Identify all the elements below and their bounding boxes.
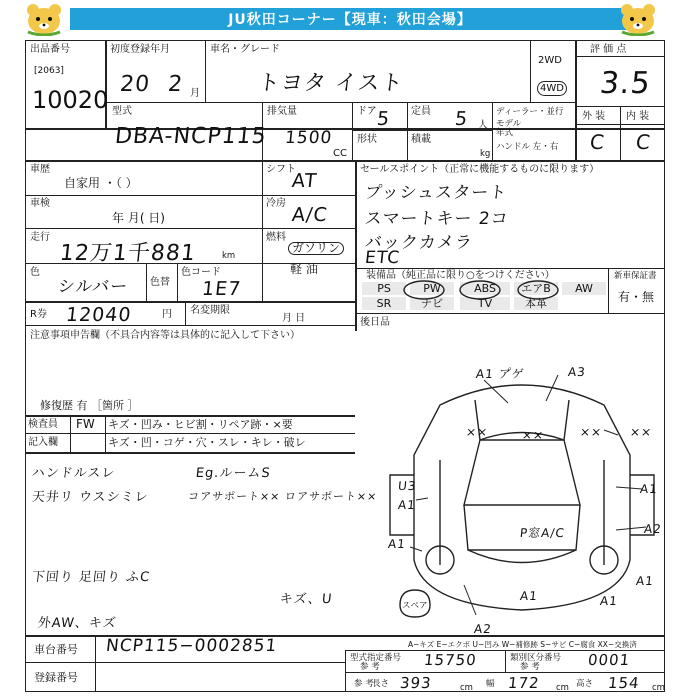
divider bbox=[25, 433, 355, 434]
doors-label: ドア bbox=[357, 106, 377, 117]
model-value: DBA-NCP115 bbox=[113, 124, 268, 149]
model-label: 型式 bbox=[112, 106, 132, 117]
divider bbox=[355, 268, 665, 269]
damage-mark: ×× bbox=[465, 425, 489, 439]
remark-left: 下回り 足回り ふC bbox=[31, 570, 151, 585]
divider bbox=[352, 102, 353, 160]
divider bbox=[25, 195, 262, 196]
reg-year: 20 bbox=[118, 72, 152, 97]
divider bbox=[25, 415, 355, 417]
divider bbox=[575, 40, 577, 160]
divider bbox=[345, 672, 665, 673]
bear-mascot-icon bbox=[618, 2, 658, 36]
height-label: 高さ bbox=[576, 679, 594, 689]
shift-value: AT bbox=[290, 170, 319, 192]
tone-label: 色替 bbox=[150, 277, 170, 288]
dealer-label: ディーラー・並行 bbox=[496, 107, 564, 117]
equip-leather: 本革 bbox=[514, 297, 558, 310]
color-value: シルバー bbox=[56, 277, 130, 297]
remark-left: ハンドルスレ bbox=[31, 466, 117, 481]
divider bbox=[105, 102, 575, 103]
width-label: 幅 bbox=[486, 679, 495, 689]
cm-unit: cm bbox=[556, 683, 569, 693]
recycle-label: R券 bbox=[30, 309, 47, 320]
car-name: トヨタ イスト bbox=[256, 71, 405, 96]
disp-unit: CC bbox=[333, 148, 347, 159]
equip-pw: PW bbox=[410, 282, 454, 295]
damage-mark: A1 bbox=[397, 498, 417, 512]
divider bbox=[262, 161, 263, 301]
int-grade: C bbox=[634, 130, 653, 154]
disp-label: 排気量 bbox=[267, 106, 297, 117]
divider bbox=[25, 301, 355, 303]
divider bbox=[262, 195, 355, 196]
regnum-label: 登録番号 bbox=[34, 671, 78, 684]
divider bbox=[105, 415, 106, 452]
fuel-diesel: 軽 油 bbox=[290, 262, 318, 276]
ref-label: 参 考 bbox=[360, 662, 380, 672]
mileage-label: 走行 bbox=[30, 232, 50, 243]
remark-left: 外AW、キズ bbox=[37, 616, 118, 631]
entry-label: 記入欄 bbox=[28, 437, 58, 448]
year-label: 年式 bbox=[496, 128, 514, 138]
divider bbox=[146, 263, 147, 301]
divider bbox=[185, 301, 186, 325]
doors-value: 5 bbox=[375, 108, 392, 130]
ext-label: 外 装 bbox=[582, 111, 606, 122]
divider bbox=[70, 415, 71, 452]
divider bbox=[355, 161, 357, 331]
fuel-label: 燃料 bbox=[266, 232, 286, 243]
fw-label: FW bbox=[76, 417, 95, 431]
damage-mark: ×× bbox=[629, 425, 653, 439]
width-value: 172 bbox=[507, 674, 541, 692]
divider bbox=[575, 56, 665, 57]
damage-mark: ×× bbox=[579, 425, 603, 439]
equip-tv: TV bbox=[460, 297, 510, 310]
sales-item: ETC bbox=[363, 248, 402, 268]
code-label: 色コード bbox=[181, 267, 221, 278]
transfer-label: 名変期限 bbox=[190, 305, 230, 316]
transfer-value: 月 日 bbox=[282, 313, 306, 324]
damage-mark: ×× bbox=[521, 428, 545, 442]
damage-mark: A2 bbox=[643, 522, 663, 536]
capacity-value: 5 bbox=[453, 108, 470, 130]
reg-month-unit: 月 bbox=[190, 88, 200, 99]
divider bbox=[177, 263, 178, 301]
divider bbox=[345, 650, 346, 692]
damage-mark: P窓A/C bbox=[519, 526, 566, 540]
divider bbox=[95, 635, 96, 692]
model-year-label: モデル bbox=[496, 119, 522, 129]
damage-mark: A1 bbox=[639, 482, 659, 496]
disp-value: 1500 bbox=[283, 128, 334, 148]
mileage-value: 12万1千881 bbox=[58, 241, 198, 266]
int-label: 内 装 bbox=[626, 111, 650, 122]
sales-title: セールスポイント（正常に機能するものに限ります） bbox=[360, 164, 600, 175]
equip-ps: PS bbox=[362, 282, 406, 295]
divider bbox=[620, 106, 621, 160]
capacity-label: 定員 bbox=[411, 106, 431, 117]
equip-abs: ABS bbox=[460, 282, 510, 295]
height-value: 154 bbox=[607, 674, 641, 692]
repair-history: 修復歴 有 ［箇所 ］ bbox=[40, 399, 139, 412]
ref-label: 参 考 bbox=[354, 679, 374, 689]
recycle-unit: 円 bbox=[162, 309, 172, 320]
ac-value: A/C bbox=[290, 204, 329, 226]
damage-mark: A1 ア゚ゲ bbox=[475, 367, 526, 381]
mileage-unit: km bbox=[222, 251, 236, 261]
newcar-label: 新車保証書 bbox=[614, 271, 657, 281]
diagram-legend: A−キズ E−エクボ U−凹み W−補修跡 S−サビ C−腐食 XX−交換済 bbox=[408, 640, 637, 649]
divider bbox=[492, 102, 493, 160]
damage-mark: U3 bbox=[397, 479, 418, 493]
bear-mascot-icon bbox=[24, 2, 64, 36]
remark-right: コアサポート×× ロアサポート×× bbox=[187, 490, 379, 503]
name-label: 車名・グレード bbox=[210, 44, 280, 55]
equip-circle-marks bbox=[388, 279, 588, 301]
load-label: 積載 bbox=[411, 134, 431, 145]
sales-item: プッシュスタート bbox=[363, 183, 509, 203]
divider bbox=[407, 102, 408, 160]
cm-unit: cm bbox=[460, 683, 473, 693]
remark-left: 天井リ ウスシミレ bbox=[31, 490, 150, 505]
drive-4wd: 4WD bbox=[537, 81, 567, 96]
afterday-label: 後日品 bbox=[360, 317, 390, 328]
length-value: 393 bbox=[399, 674, 433, 692]
inspector-label: 検査員 bbox=[28, 419, 58, 430]
shift-label: シフト bbox=[266, 164, 296, 175]
length-label: 長さ bbox=[372, 679, 390, 689]
reg-month: 2 bbox=[166, 72, 185, 97]
divider bbox=[352, 130, 492, 131]
chassis-label: 車台番号 bbox=[34, 643, 78, 656]
divider bbox=[25, 662, 345, 663]
divider bbox=[355, 313, 665, 314]
lot-label: 出品番号 bbox=[30, 44, 70, 55]
damage-mark: A1 bbox=[519, 589, 539, 603]
sales-item: バックカメラ bbox=[363, 233, 474, 253]
recycle-value: 12040 bbox=[64, 304, 133, 326]
type-label: 型式指定番号 bbox=[350, 653, 402, 663]
capacity-unit: 人 bbox=[478, 120, 488, 131]
grade-value: 3.5 bbox=[598, 66, 653, 101]
divider bbox=[25, 160, 665, 162]
shape-label: 形状 bbox=[357, 134, 377, 145]
ext-grade: C bbox=[588, 130, 607, 154]
reg-label: 初度登録年月 bbox=[110, 44, 170, 55]
type-value: 15750 bbox=[423, 651, 478, 669]
class-label: 類別区分番号 bbox=[510, 653, 562, 663]
color-code: 1E7 bbox=[200, 278, 243, 300]
cm-unit: cm bbox=[652, 683, 665, 693]
drive-2wd: 2WD bbox=[538, 55, 562, 66]
divider bbox=[505, 650, 506, 672]
grade-label: 評 価 点 bbox=[590, 44, 627, 55]
history-value: 自家用 ・（ ） bbox=[64, 176, 138, 190]
equip-navi: ナビ bbox=[410, 297, 454, 310]
damage-mark: A3 bbox=[567, 365, 587, 379]
equip-sr: SR bbox=[362, 297, 406, 310]
color-label: 色 bbox=[30, 267, 40, 278]
spare-label: スペア bbox=[402, 601, 428, 611]
newcar-value: 有・無 bbox=[618, 290, 655, 304]
divider bbox=[205, 40, 206, 102]
damage-mark: A1 bbox=[387, 537, 407, 551]
lot-number: 10020 bbox=[32, 86, 109, 114]
divider bbox=[25, 452, 355, 454]
ac-label: 冷房 bbox=[266, 198, 286, 209]
damage-mark: A2 bbox=[473, 622, 493, 636]
divider bbox=[530, 40, 531, 102]
damage-mark: A1 bbox=[635, 574, 655, 588]
divider bbox=[25, 228, 355, 229]
remark-right: Eg.ルームS bbox=[195, 466, 272, 481]
equip-title: 装備品（純正品に限り○をつけください） bbox=[366, 270, 555, 281]
inspection-label: 車検 bbox=[30, 198, 50, 209]
class-value: 0001 bbox=[587, 651, 632, 669]
check-row2: キズ・凹・コゲ・穴・スレ・キレ・破レ bbox=[108, 436, 306, 449]
header-title: JU秋田コーナー【現車：秋田会場】 bbox=[70, 8, 630, 30]
chassis-value: NCP115−0002851 bbox=[104, 636, 279, 656]
divider bbox=[608, 268, 609, 313]
history-label: 車歴 bbox=[30, 164, 50, 175]
handle-label: ハンドル 左・右 bbox=[496, 142, 559, 152]
header bbox=[0, 0, 700, 38]
fuel-gas: ガソリン bbox=[288, 242, 344, 255]
equip-aw: AW bbox=[562, 282, 606, 295]
divider bbox=[105, 40, 107, 128]
check-row1: キズ・凹み・ヒビ割・リペア跡・×要 bbox=[108, 418, 293, 431]
lot-sub: [2063] bbox=[34, 66, 64, 76]
equip-airbag: エアB bbox=[514, 282, 558, 295]
remark-right: キズ、U bbox=[279, 592, 334, 607]
kg-unit: kg bbox=[480, 149, 491, 159]
damage-mark: A1 bbox=[599, 594, 619, 608]
ref-label: 参 考 bbox=[520, 662, 540, 672]
notes-label: 注意事項申告欄（不具合内容等は具体的に記入して下さい） bbox=[30, 330, 300, 341]
sales-item: スマートキー 2コ bbox=[363, 209, 510, 229]
inspection-value: 年 月( 日) bbox=[112, 211, 165, 225]
